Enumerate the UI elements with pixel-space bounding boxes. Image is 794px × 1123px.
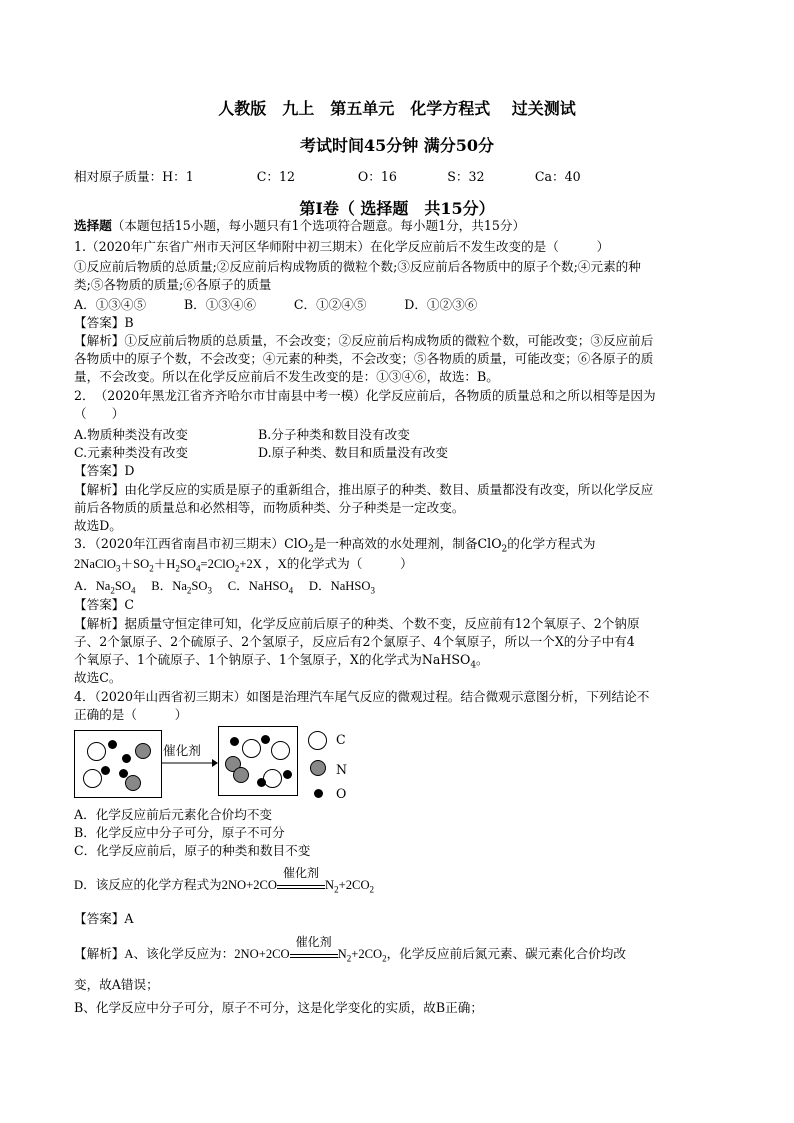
subscript: 3	[115, 563, 121, 574]
q4-exp-part: 【解析】A、该化学反应为：	[74, 947, 235, 961]
after-box	[218, 726, 298, 796]
q1-explanation-1: 【解析】①反应前后物质的总质量，不会改变；②反应前后构成物质的微粒个数，可能改变；③反应前后	[74, 333, 654, 348]
q3-option-b-part: SO	[191, 579, 208, 593]
subscript: 2	[149, 563, 154, 574]
q2-option-b: B.分子种类和数目没有改变	[258, 427, 410, 442]
catalyst-label: 催化剂	[163, 743, 201, 758]
q3-stem-part: 3．（2020年江西省南昌市初三期末）ClO	[74, 536, 309, 551]
oxygen-atom-icon	[101, 766, 110, 775]
q2-option-a: A.物质种类没有改变	[74, 427, 188, 442]
q2-option-d: D.原子种类、数目和质量没有改变	[258, 445, 448, 460]
q4-answer: 【答案】A	[74, 911, 134, 926]
nitrogen-atom-icon	[233, 767, 249, 783]
q4-explanation-2: 变，故A错误；	[74, 977, 159, 992]
subscript: 4	[470, 660, 477, 671]
q3-equation	[74, 555, 413, 578]
page-title: 人教版 九上 第五单元 化学方程式 过关测试	[218, 99, 576, 118]
q4-option-d-text: D．该反应的化学方程式为	[74, 878, 222, 892]
q3-explanation-4: 故选C。	[74, 670, 122, 685]
subscript: 2	[334, 884, 339, 895]
oxygen-atom-icon	[257, 778, 266, 787]
q1-list-line2: 类;⑤各物质的质量;⑥各原子的质量	[74, 277, 272, 292]
legend-oxygen-icon	[314, 789, 323, 798]
q3-exp-part: 。	[476, 652, 489, 667]
eq-part: SO	[179, 557, 196, 571]
carbon-atom-icon	[242, 739, 261, 758]
section-label: 选择题	[74, 218, 112, 233]
legend-nitrogen-icon	[310, 760, 326, 776]
legend-oxygen-label: O	[336, 786, 347, 801]
q2-explanation-3: 故选D。	[74, 518, 122, 533]
q3-option-d: D．NaHSO	[308, 579, 371, 593]
subscript: 3	[207, 585, 213, 596]
q3-answer: 【答案】C	[74, 597, 135, 612]
before-box	[74, 730, 162, 798]
eq-part: 2NaClO	[74, 557, 116, 571]
subscript: 2	[175, 563, 180, 574]
carbon-atom-icon	[263, 769, 282, 788]
q1-explanation-3: 量，不会改变。所以在化学反应前后不发生改变的是：①③④⑥，故选：B。	[74, 369, 499, 384]
eq-part: ＋SO	[120, 557, 150, 571]
subscript: 2	[382, 953, 387, 964]
nitrogen-atom-icon	[125, 775, 141, 791]
q2-explanation-1: 【解析】由化学反应的实质是原子的重新组合，推出原子的种类、数目、质量都没有改变，所以化学反应	[74, 482, 654, 497]
subscript: 2	[346, 953, 352, 964]
eq-part: ＋H	[153, 557, 176, 571]
subscript: 2	[369, 884, 375, 895]
eq-part: N	[325, 878, 335, 892]
q2-explanation-2: 前后各物质的质量总和必然相等，而物质种类、分子种类是一定改变。	[74, 500, 465, 515]
eq-part: +2CO	[338, 878, 370, 892]
oxygen-atom-icon	[230, 737, 239, 746]
page-subtitle: 考试时间45分钟 满分50分	[299, 136, 495, 155]
subscript: 2	[234, 563, 240, 574]
q3-option-b: B．Na	[151, 579, 187, 593]
subscript: 4	[130, 585, 136, 596]
q1-answer: 【答案】B	[74, 315, 134, 330]
q2-stem-1: 2． （2020年黑龙江省齐齐哈尔市甘南县中考一模）化学反应前后，各物质的质量总和之所以相等是因为	[74, 388, 656, 403]
legend-nitrogen-label: N	[336, 762, 348, 777]
q3-exp-part: 个氧原子、1个硫原子、1个钠原子、1个氢原子，X的化学式为NaHSO	[74, 652, 471, 667]
eq-part: +2CO	[351, 947, 383, 961]
eq-part: =2ClO	[200, 557, 235, 571]
q2-answer: 【答案】D	[74, 463, 135, 478]
carbon-atom-icon	[87, 742, 106, 761]
catalyst-label: 催化剂	[283, 866, 320, 880]
subscript: 4	[196, 563, 201, 574]
q3-option-a: A．Na	[74, 579, 111, 593]
q4-option-c: C．化学反应前后，原子的种类和数目不变	[74, 843, 311, 858]
q4-explanation-3: B、化学反应中分子可分，原子不可分，这是化学变化的实质，故B正确；	[74, 1000, 483, 1015]
subscript: 4	[288, 585, 294, 596]
eq-part: N	[337, 947, 347, 961]
q2-stem-2: （ ）	[74, 406, 125, 421]
catalyst-equals	[290, 935, 338, 958]
q1-options: A．①③④⑤ B．①③④⑥ C．①②④⑤ D．①②③⑥	[74, 297, 478, 312]
q3-option-c: C．NaHSO	[227, 579, 289, 593]
oxygen-atom-icon	[283, 770, 292, 779]
section-desc: （本题包括15小题，每小题只有1个选项符合题意。每小题1分，共15分）	[111, 218, 526, 233]
subscript: 2	[186, 585, 192, 596]
arrow-icon	[162, 758, 218, 768]
q4-exp-part: ，化学反应前后氮元素、碳元素化合价均改	[386, 947, 626, 961]
section-header	[74, 217, 525, 235]
oxygen-atom-icon	[261, 735, 270, 744]
atomic-mass-line: 相对原子质量：H：1 C：12 O：16 S：32 Ca：40	[74, 169, 581, 184]
subscript: 3	[370, 585, 375, 596]
q4-option-d	[74, 866, 375, 899]
eq-part: 2NO+2CO	[221, 878, 278, 892]
subscript: 2	[501, 544, 508, 555]
q3-option-a-part: SO	[114, 579, 131, 593]
legend-carbon-icon	[308, 731, 327, 750]
oxygen-atom-icon	[108, 740, 117, 749]
q3-explanation-3	[74, 651, 489, 675]
q4-option-a: A．化学反应前后元素化合价均不变	[74, 807, 273, 822]
q1-explanation-2: 各物质中的原子个数，不会改变；④元素的种类，不会改变；⑤各物质的质量，可能改变；⑥各原子的质	[74, 351, 654, 366]
q4-option-b: B．化学反应中分子可分，原子不可分	[74, 825, 285, 840]
oxygen-atom-icon	[122, 754, 131, 763]
carbon-atom-icon	[83, 769, 102, 788]
q4-explanation-1	[74, 935, 626, 968]
q1-stem: 1.（2020年广东省广州市天河区华师附中初三期末）在化学反应前后不发生改变的是（ ）	[74, 239, 610, 254]
eq-part: +2X ，X的化学式为（ ）	[239, 557, 413, 571]
q3-stem-part: 是一种高效的水处理剂，制备ClO	[313, 536, 502, 551]
eq-part: 2NO+2CO	[234, 947, 290, 961]
q1-list-line1: ①反应前后物质的总质量;②反应前后构成物质的微粒个数;③反应前后各物质中的原子个数;④元素的种	[74, 259, 641, 274]
q3-explanation-2: 子、2个氯原子、2个硫原子、2个氢原子，反应后有2个氯原子、4个氧原子，所以一个X的分子中有4	[74, 634, 635, 649]
part-title: 第Ⅰ卷（ 选择题 共15分）	[299, 199, 495, 218]
legend-carbon-label: C	[336, 732, 346, 747]
q3-explanation-1: 【解析】据质量守恒定律可知，化学反应前后原子的种类、个数不变，反应前有12个氧原子、2个钠原	[74, 616, 640, 631]
subscript: 2	[308, 544, 314, 555]
carbon-atom-icon	[271, 741, 290, 760]
q2-option-c: C.元素种类没有改变	[74, 445, 188, 460]
q3-stem-part: 的化学方程式为	[507, 536, 596, 551]
nitrogen-atom-icon	[135, 743, 151, 759]
q4-stem-2: 正确的是（ ）	[74, 707, 188, 722]
catalyst-label: 催化剂	[295, 935, 332, 949]
subscript: 2	[110, 585, 115, 596]
q4-stem-1: 4．（2020年山西省初三期末）如图是治理汽车尾气反应的微观过程。结合微观示意图分析，下列结论不	[74, 689, 650, 704]
catalyst-equals	[277, 866, 325, 889]
